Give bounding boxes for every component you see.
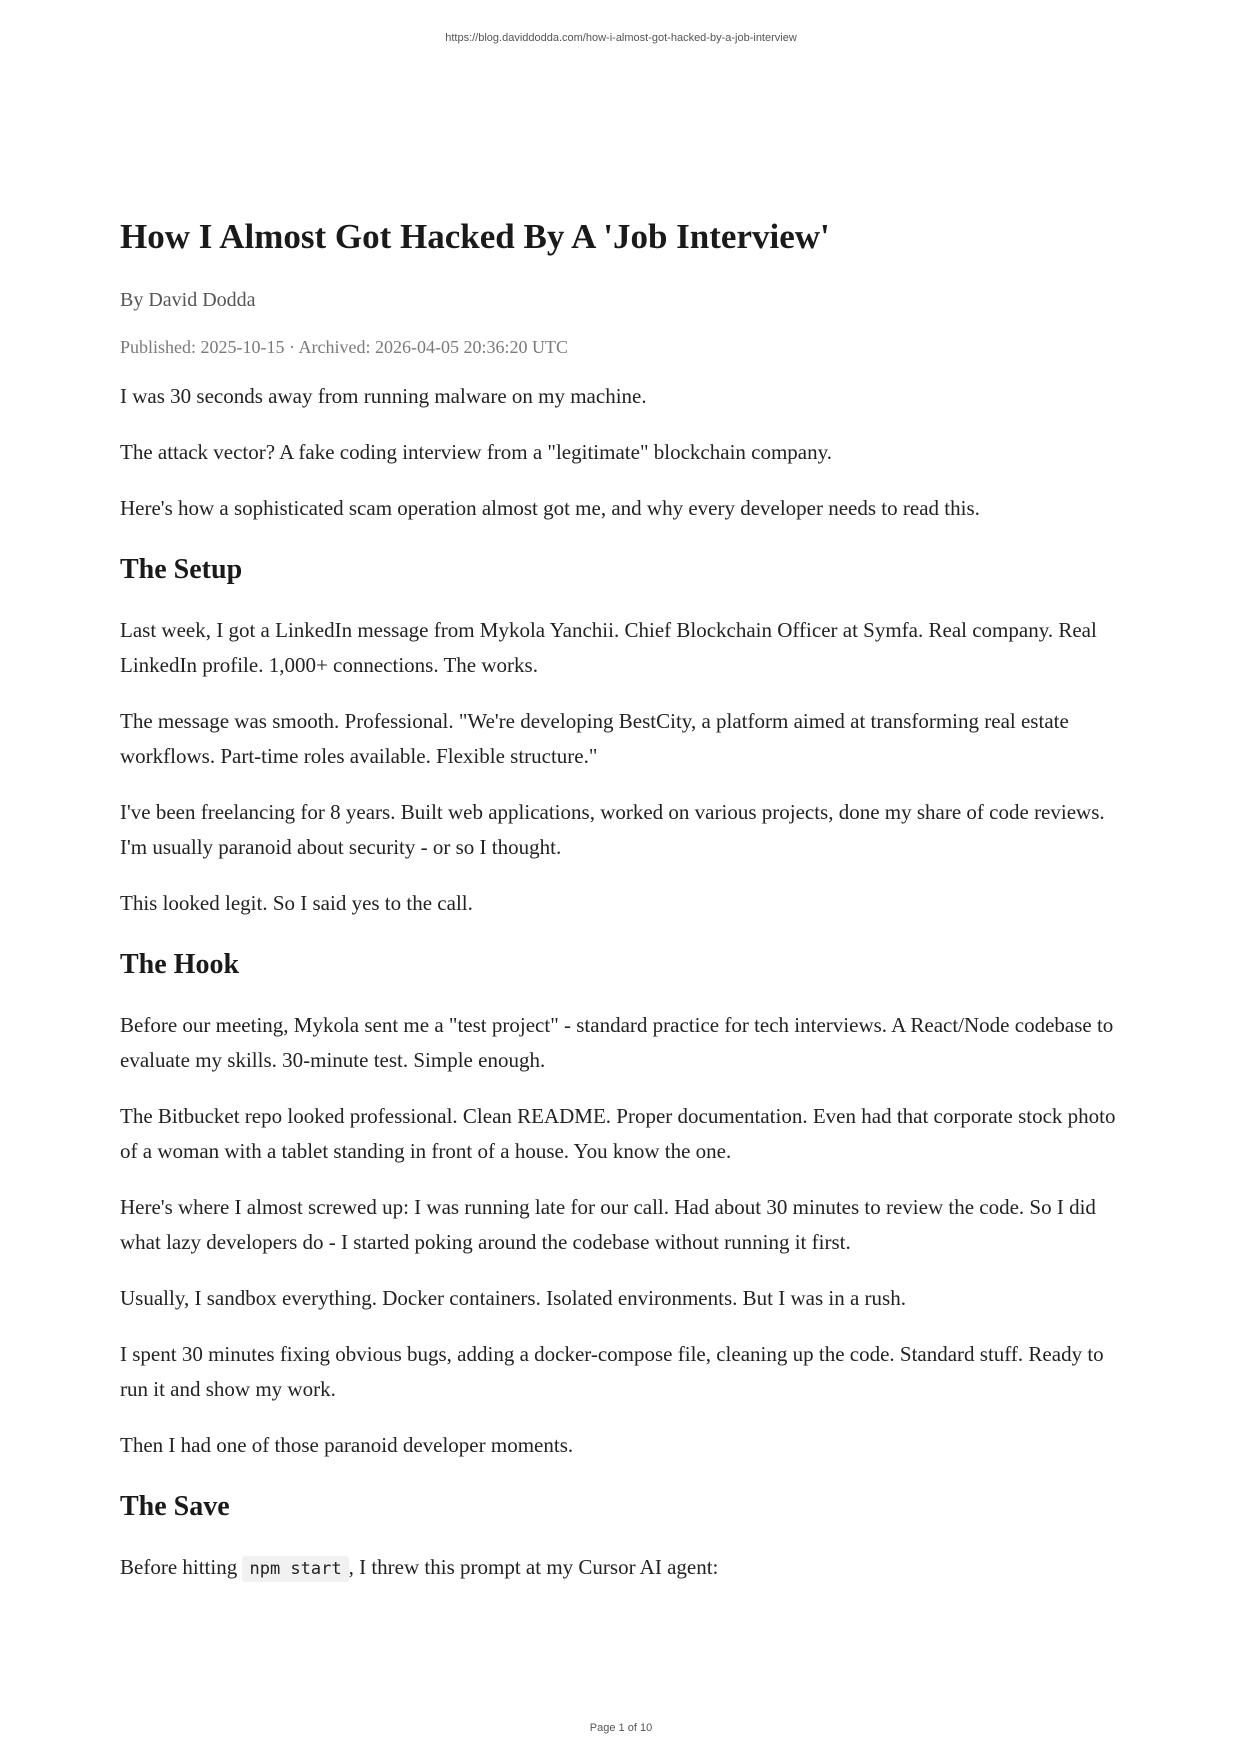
section-heading-setup: The Setup	[120, 554, 243, 585]
text-span: , I threw this prompt at my Cursor AI agent:	[348, 1555, 719, 1579]
section-heading-hook: The Hook	[120, 949, 240, 980]
source-url: https://blog.daviddodda.com/how-i-almost-got-hacked-by-a-job-interview	[445, 32, 797, 44]
article-title: How I Almost Got Hacked By A 'Job Interview'	[120, 217, 830, 256]
paragraph: I spent 30 minutes fixing obvious bugs, adding a docker-compose file, cleaning up the code. Standard stuff. Ready to run it and show my work.	[120, 1342, 1104, 1401]
paragraph: Before our meeting, Mykola sent me a "test project" - standard practice for tech interviews. A React/Node codebase to evaluate my skills. 30-minute test. Simple enough.	[120, 1013, 1114, 1072]
article	[120, 216, 1130, 1608]
publish-meta: Published: 2025-10-15 · Archived: 2026-04-05 20:36:20 UTC	[120, 337, 568, 357]
paragraph: Then I had one of those paranoid developer moments.	[120, 1433, 574, 1457]
paragraph: Last week, I got a LinkedIn message from Mykola Yanchii. Chief Blockchain Officer at Symfa. Real company. Real LinkedIn profile. 1,000+ connections. The works.	[120, 618, 1097, 677]
inline-code: npm start	[242, 1556, 348, 1582]
paragraph: This looked legit. So I said yes to the call.	[120, 891, 473, 915]
page-number: Page 1 of 10	[589, 1722, 653, 1734]
paragraph: The attack vector? A fake coding interview from a "legitimate" blockchain company.	[120, 440, 833, 464]
paragraph: Here's where I almost screwed up: I was running late for our call. Had about 30 minutes to review the code. So I did what lazy developers do - I started poking around the codebase without running it first.	[120, 1195, 1096, 1254]
paragraph: The message was smooth. Professional. "We're developing BestCity, a platform aimed at transforming real estate workflows. Part-time roles available. Flexible structure."	[120, 709, 1069, 768]
paragraph: Here's how a sophisticated scam operation almost got me, and why every developer needs to read this.	[120, 496, 980, 520]
section-heading-save: The Save	[120, 1491, 230, 1522]
paragraph: The Bitbucket repo looked professional. Clean README. Proper documentation. Even had that corporate stock photo of a woman with a tablet standing in front of a house. You know the one.	[120, 1104, 1116, 1163]
text-span: Before hitting	[120, 1555, 243, 1579]
author-byline: By David Dodda	[120, 289, 256, 311]
paragraph: I was 30 seconds away from running malware on my machine.	[120, 384, 647, 408]
paragraph	[120, 1550, 1130, 1587]
paragraph: Usually, I sandbox everything. Docker containers. Isolated environments. But I was in a rush.	[120, 1286, 906, 1310]
paragraph: I've been freelancing for 8 years. Built web applications, worked on various projects, done my share of code reviews. I'm usually paranoid about security - or so I thought.	[120, 800, 1105, 859]
